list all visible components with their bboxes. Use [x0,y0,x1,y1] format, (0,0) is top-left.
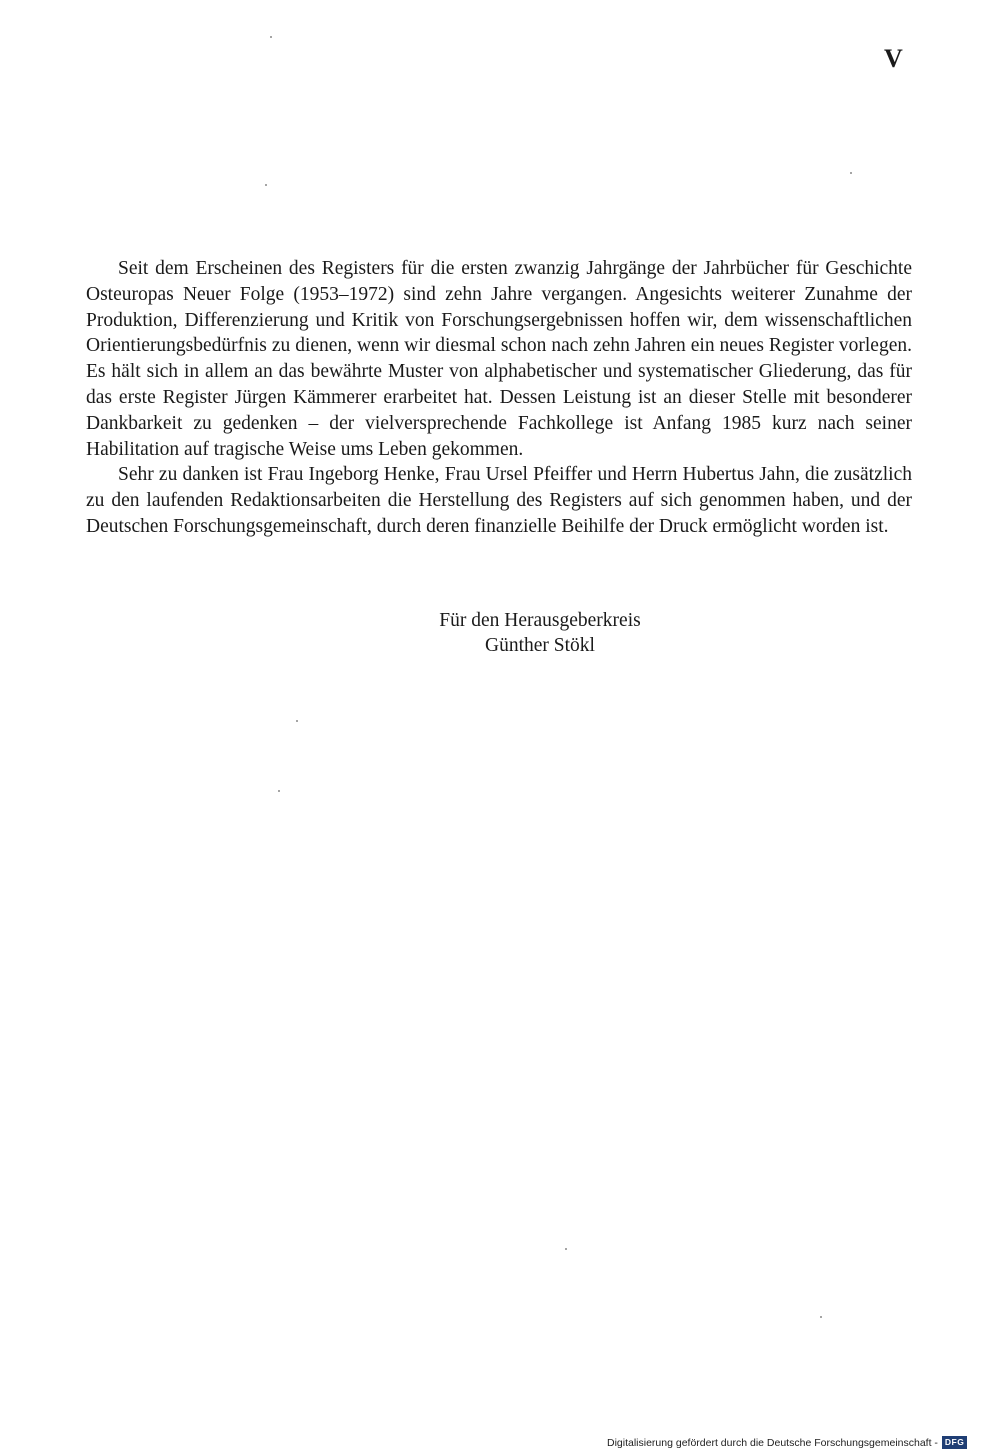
footer-text: Digitalisierung gefördert durch die Deutsche Forschungsgemeinschaft - [607,1436,938,1449]
page-number: V [884,44,904,73]
signature-name: Günther Stökl [485,635,595,656]
dfg-logo: DFG [942,1436,967,1449]
scan-speck [265,184,267,186]
signature-line-1: Für den Herausgeberkreis [439,610,641,631]
paragraph-2: Sehr zu danken ist Frau Ingeborg Henke, Frau Ursel Pfeiffer und Herrn Hubertus Jahn, die zusätzlich zu den laufenden Redaktionsarbeiten die Herstellung des Registers auf sich genommen haben, und der Deutschen Forschungsgemeinschaft, durch deren finanzielle Beihilfe der Druck ermöglicht worden ist. [86,464,912,537]
scan-speck [278,790,280,792]
body-text [86,256,912,540]
digitization-footer [607,1436,967,1449]
scan-speck [565,1248,567,1250]
scan-speck [270,36,272,38]
paragraph-1: Seit dem Erscheinen des Registers für die ersten zwanzig Jahrgänge der Jahrbücher für Geschichte Osteuropas Neuer Folge (1953–1972) sind zehn Jahre vergangen. Angesichts weiterer Zunahme der Produktion, Differenzierung und Kritik von Forschungsergebnissen hoffen wir, dem wissenschaftlichen Orientierungsbedürfnis zu dienen, wenn wir diesmal schon nach zehn Jahren ein neues Register vorlegen. Es hält sich in allem an das bewährte Muster von alphabetischer und systematischer Gliederung, das für das erste Register Jürgen Kämmerer erarbeitet hat. Dessen Leistung ist an dieser Stelle mit besonderer Dankbarkeit zu gedenken – der vielversprechende Fachkollege ist Anfang 1985 kurz nach seiner Habilitation auf tragische Weise ums Leben gekommen. [86,258,912,460]
scan-speck [850,172,852,174]
signature-block [360,608,720,658]
scan-speck [296,720,298,722]
scan-speck [820,1316,822,1318]
